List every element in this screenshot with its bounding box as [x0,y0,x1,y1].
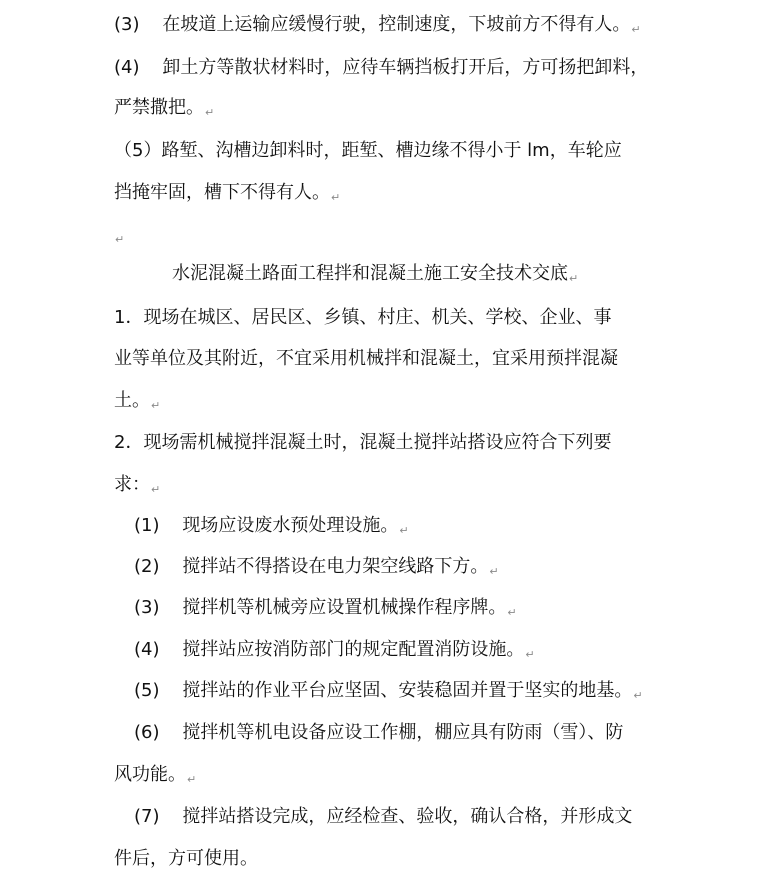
item-gap [160,639,183,660]
numbered-paragraph-1 [114,306,611,330]
paragraph-mark-icon: ↵ [399,524,409,537]
item-text: 风功能。 [114,764,186,785]
list-item-4-continuation [114,96,214,120]
item-gap [160,722,183,743]
sub-item-3 [134,596,517,620]
section-title [172,262,578,286]
numbered-paragraph-2 [114,431,611,455]
paragraph-mark-icon: ↵ [151,483,161,496]
item-number: (4) [114,57,140,78]
item-gap [160,680,183,701]
item-text: （5）路堑、沟槽边卸料时，距堑、槽边缘不得小于 lm，车轮应 [114,140,622,161]
item-text: 搅拌站应按消防部门的规定配置消防设施。 [182,639,525,660]
sub-item-6 [134,721,623,745]
item-number: (3) [114,14,140,35]
numbered-paragraph-2-line-2 [114,473,160,497]
list-item-4-unload [114,56,648,80]
sub-item-1 [134,514,409,538]
list-item-5-trench [114,139,622,163]
item-text: 搅拌站搭设完成，应经检查、验收，确认合格，并形成文 [182,806,633,827]
item-text: 搅拌机等机电设备应设工作棚，棚应具有防雨（雪）、防 [182,722,624,743]
item-number: (1) [134,515,160,536]
item-text: 搅拌机等机械旁应设置机械操作程序牌。 [182,597,507,618]
empty-paragraph [114,223,124,247]
sub-item-7 [134,805,632,829]
item-number: (4) [134,639,160,660]
item-gap [160,806,183,827]
item-text: 挡掩牢固，槽下不得有人。 [114,182,330,203]
item-number: (5) [134,680,160,701]
item-text: 搅拌站的作业平台应坚固、安装稳固并置于坚实的地基。 [182,680,633,701]
item-text: 求： [114,474,150,495]
numbered-paragraph-1-line-3 [114,389,160,413]
paragraph-mark-icon: ↵ [631,23,641,36]
item-gap [160,515,183,536]
sub-item-4 [134,638,535,662]
item-gap [140,57,163,78]
item-number: (6) [134,722,160,743]
sub-item-7-continuation [114,847,258,871]
paragraph-mark-icon: ↵ [489,565,499,578]
item-number: (7) [134,806,160,827]
item-text: 2．现场需机械搅拌混凝土时，混凝土搅拌站搭设应符合下列要 [114,432,612,453]
sub-item-2 [134,555,499,579]
item-gap [160,556,183,577]
item-text: 搅拌站不得搭设在电力架空线路下方。 [182,556,489,577]
paragraph-mark-icon: ↵ [331,191,341,204]
paragraph-mark-icon: ↵ [187,773,197,786]
item-gap [140,14,163,35]
paragraph-mark-icon: ↵ [115,233,125,246]
item-text: 在坡道上运输应缓慢行驶，控制速度，下坡前方不得有人。 [162,14,631,35]
item-gap [160,597,183,618]
item-number: (2) [134,556,160,577]
paragraph-mark-icon: ↵ [525,648,535,661]
sub-item-5 [134,679,643,703]
item-text: 业等单位及其附近，不宜采用机械拌和混凝土，宜采用预拌混凝 [114,348,618,369]
paragraph-mark-icon: ↵ [151,399,161,412]
item-text: 件后，方可使用。 [114,848,258,869]
item-number: (3) [134,597,160,618]
paragraph-mark-icon: ↵ [569,272,579,285]
sub-item-6-continuation [114,763,196,787]
paragraph-mark-icon: ↵ [633,689,643,702]
item-text: 严禁撒把。 [114,97,204,118]
numbered-paragraph-1-line-2 [114,347,618,371]
title-text: 水泥混凝土路面工程拌和混凝土施工安全技术交底 [172,263,568,284]
item-text: 现场应设废水预处理设施。 [182,515,399,536]
paragraph-mark-icon: ↵ [507,606,517,619]
list-item-5-continuation [114,181,340,205]
paragraph-mark-icon: ↵ [205,106,215,119]
item-text: 土。 [114,390,150,411]
item-text: 1．现场在城区、居民区、乡镇、村庄、机关、学校、企业、事 [114,307,612,328]
list-item-3-transport [114,13,641,37]
item-text: 卸土方等散状材料时，应待车辆挡板打开后，方可扬把卸料， [162,57,649,78]
